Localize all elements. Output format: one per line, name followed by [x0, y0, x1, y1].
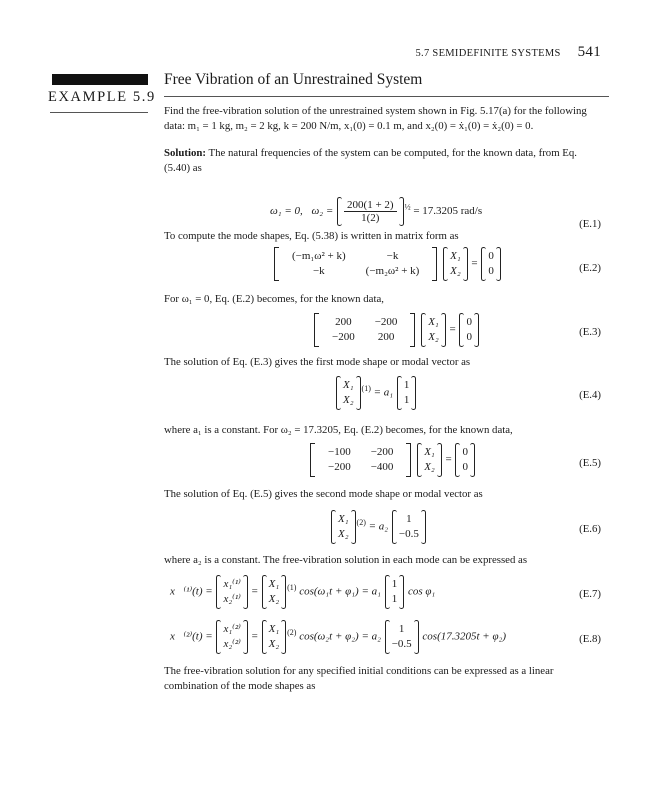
vector-ones-e4: 1 1	[396, 376, 418, 410]
vector-X-mode1: X₁ X₂	[261, 575, 288, 609]
example-label: EXAMPLE 5.9	[48, 89, 156, 105]
equation-e1	[270, 197, 482, 226]
problem-statement: Find the free-vibration solution of the unrestrained system shown in Fig. 5.17(a) for the following data: m₁ = 1 kg, m₂ = 2 kg, k = 200 N/m, x₁(0) = 0.1 m, and x₂(0) = ẋ₁(0) = ẋ₂(0) = 0.	[164, 105, 587, 132]
omega1-value: ω₁ = 0,	[270, 205, 303, 218]
omega2-result: = 17.3205 rad/s	[413, 205, 483, 218]
vector-x1-mode1: x₁⁽¹⁾ x₂⁽¹⁾	[215, 575, 248, 609]
vector-x-e6: X₁ X₂	[330, 510, 357, 544]
matrix-e2: (−m₁ω² + k) −k −k (−m₂ω² + k)	[272, 247, 439, 281]
paragraph-4: For ω₁ = 0, Eq. (E.2) becomes, for the known data,	[164, 293, 384, 305]
paragraph-9: The free-vibration solution for any specified initial conditions can be expressed as a linear combination of the mode shapes as	[164, 665, 554, 692]
vector-zero-e2: 0 0	[480, 247, 502, 281]
frac-denominator: 1(2)	[361, 212, 380, 224]
example-rule	[50, 112, 148, 113]
vector-zero-e5: 0 0	[454, 443, 476, 477]
vector-mode2-e6: 1 −0.5	[391, 510, 427, 544]
equation-number-e6: (E.6)	[579, 523, 601, 535]
paragraph-6: where a₁ is a constant. For ω₂ = 17.3205, Eq. (E.2) becomes, for the known data,	[164, 424, 513, 436]
vector-x-e3: X₁ X₂	[420, 313, 447, 347]
matrix-e5: −100 −200 −200 −400	[308, 443, 413, 477]
equation-e4: X₁ X₂ $^{(1)}$ = a₁ 1 1	[335, 376, 417, 410]
equation-number-e5: (E.5)	[579, 457, 601, 469]
equation-number-e4: (E.4)	[579, 389, 601, 401]
paragraph-3: To compute the mode shapes, Eq. (5.38) is written in matrix form as	[164, 230, 459, 242]
running-header	[415, 44, 601, 61]
equation-number-e2: (E.2)	[579, 262, 601, 274]
equation-e3: 200 −200 −200 200 X₁ X₂ = 0 0	[312, 313, 480, 347]
solution-label: Solution:	[164, 147, 207, 159]
vector-X-mode2: X₁ X₂	[261, 620, 288, 654]
frac-brace	[336, 197, 405, 226]
vector-x-e4: X₁ X₂	[335, 376, 362, 410]
vector-ones-e7: 1 1	[384, 575, 406, 609]
title-rule	[164, 96, 609, 97]
vector-zero-e3: 0 0	[458, 313, 480, 347]
paragraph-5: The solution of Eq. (E.3) gives the first mode shape or modal vector as	[164, 356, 471, 368]
equation-e5: −100 −200 −200 −400 X₁ X₂ = 0 0	[308, 443, 476, 477]
vector-mode2-e8: 1 −0.5	[384, 620, 420, 654]
vector-x-e5: X₁ X₂	[416, 443, 443, 477]
vector-x1-mode2: x₁⁽²⁾ x₂⁽²⁾	[215, 620, 248, 654]
equation-e6: X₁ X₂ $^{(2)}$ = a₂ 1 −0.5	[330, 510, 427, 544]
equation-e7: x⃗⁽¹⁾(t) = x₁⁽¹⁾ x₂⁽¹⁾ = X₁ X₂ $^{(1)}$ cos(ω₁t + φ₁) = a₁ 1 1 cos φ₁	[170, 575, 435, 609]
equation-number-e3: (E.3)	[579, 326, 601, 338]
frac-numerator: 200(1 + 2)	[344, 199, 397, 212]
frac-exponent: ½	[404, 202, 411, 212]
solution-text: The natural frequencies of the system can be computed, for the known data, from Eq. (5.40) as	[164, 147, 577, 174]
example-bar	[52, 74, 148, 85]
equation-number-e1: (E.1)	[579, 218, 601, 230]
section-title: 5.7 SEMIDEFINITE SYSTEMS	[415, 48, 561, 59]
matrix-e3: 200 −200 −200 200	[312, 313, 417, 347]
paragraph-7: The solution of Eq. (E.5) gives the second mode shape or modal vector as	[164, 488, 483, 500]
vector-x-e2: X₁ X₂	[442, 247, 469, 281]
page-number: 541	[577, 44, 601, 60]
equation-number-e7: (E.7)	[579, 588, 601, 600]
solution-paragraph	[164, 146, 604, 176]
equation-e2: (−m₁ω² + k) −k −k (−m₂ω² + k) X₁ X₂ = 0 0	[272, 247, 502, 281]
omega2-label: ω₂ =	[311, 205, 334, 218]
paragraph-8: where a₂ is a constant. The free-vibration solution in each mode can be expressed as	[164, 554, 528, 566]
example-title: Free Vibration of an Unrestrained System	[164, 71, 423, 88]
equation-number-e8: (E.8)	[579, 633, 601, 645]
equation-e8: x⃗⁽²⁾(t) = x₁⁽²⁾ x₂⁽²⁾ = X₁ X₂ $^{(2)}$ cos(ω₂t + φ₂) = a₂ 1 −0.5 cos(17.3205t + φ₂)	[170, 620, 506, 654]
